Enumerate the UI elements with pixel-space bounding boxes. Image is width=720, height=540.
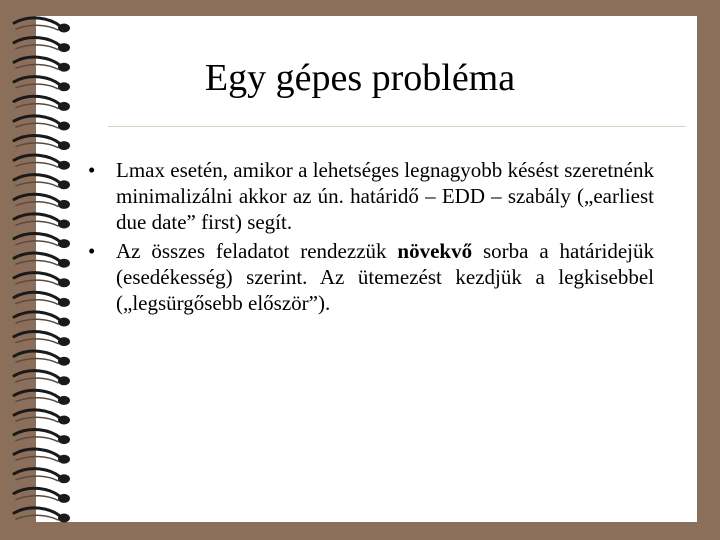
bullet-item [88,157,654,235]
binding-ring [14,194,70,209]
slide-title: Egy gépes probléma [204,57,516,99]
binding-ring [14,253,70,268]
bullet-emphasis: növekvő [397,239,473,263]
binding-ring [14,331,70,346]
binding-ring [14,175,70,190]
bullet-marker: • [88,158,96,182]
binding-ring [14,292,70,307]
binding-ring [14,508,70,523]
binding-ring [14,469,70,484]
binding-ring [14,116,70,131]
binding-ring [14,488,70,503]
binding-ring [14,312,70,327]
binding-ring [14,37,70,52]
binding-ring [14,449,70,464]
bullet-list [88,157,654,319]
binding-ring [14,18,70,33]
binding-ring [14,429,70,444]
bullet-text: Lmax esetén, amikor a lehetséges legnagyobb késést szeretnénk minimalizálni akkor az ún. határidő – EDD – szabály („earliest due date” first) segít. [116,158,654,234]
bullet-item [88,238,654,316]
bullet-text-before: Az összes feladatot rendezzük [116,239,398,263]
binding-ring [14,410,70,425]
binding-ring [14,135,70,150]
binding-ring [14,351,70,366]
binding-ring [14,214,70,229]
binding-ring [14,371,70,386]
binding-ring [14,233,70,248]
binding-ring [14,390,70,405]
binding-ring [14,155,70,170]
bullet-marker: • [88,239,96,263]
binding-ring [14,273,70,288]
title-divider [108,126,686,127]
bullet-text-after: sorba a határidejük (esedékesség) szerint. Az ütemezést kezdjük a legkisebbel („legsürgősebb először”). [116,239,654,315]
